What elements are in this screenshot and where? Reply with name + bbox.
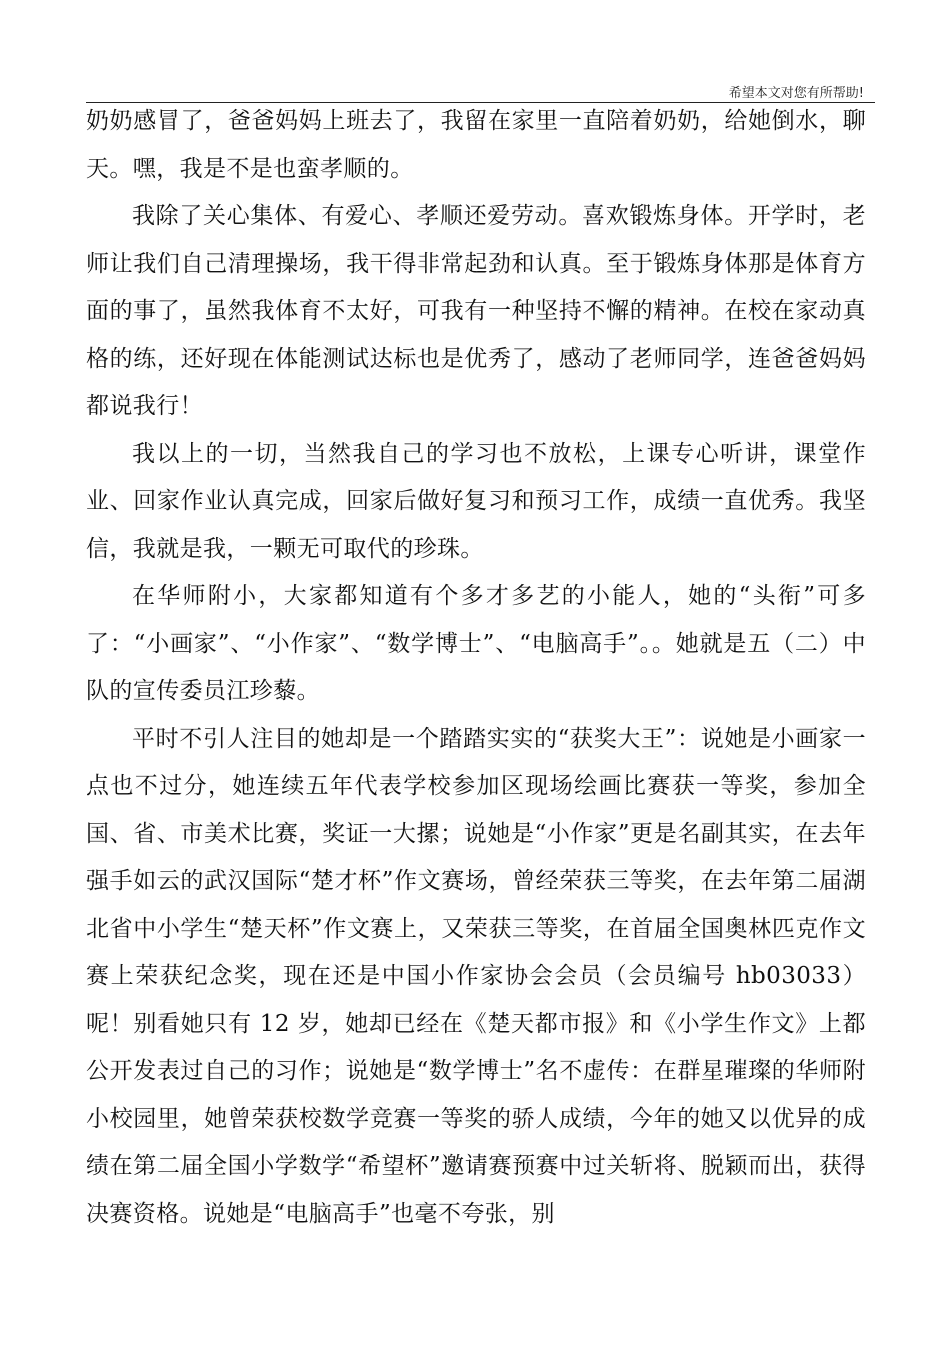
paragraph-1: 奶奶感冒了，爸爸妈妈上班去了，我留在家里一直陪着奶奶，给她倒水，聊天。嘿，我是不是也蛮孝顺的。 — [86, 108, 866, 182]
header-note: 希望本文对您有所帮助! — [728, 86, 864, 101]
paragraph-5: 平时不引人注目的她却是一个踏踏实实的“获奖大王”：说她是小画家一点也不过分，她连续五年代表学校参加区现场绘画比赛获一等奖，参加全国、省、市美术比赛，奖证一大摞；说她是“小作家”更是名副其实，在去年强手如云的武汉国际“楚才杯”作文赛场，曾经荣获三等奖，在去年第二届湖北省中小学生“楚天杯”作文赛上，又荣获三等奖，在首届全国奥林匹克作文赛上荣获纪念奖，现在还是中国小作家协会会员（会员编号 hb03033）呢！别看她只有 12 岁，她却已经在《楚天都市报》和《小学生作文》上都公开发表过自己的习作；说她是“数学博士”名不虚传：在群星璀璨的华师附小校园里，她曾荣获校数学竞赛一等奖的骄人成绩，今年的她又以优异的成绩在第二届全国小学数学“希望杯”邀请赛预赛中过关斩将、脱颖而出，获得决赛资格。说她是“电脑高手”也毫不夸张，别 — [86, 725, 866, 1227]
paragraph-4: 在华师附小，大家都知道有个多才多艺的小能人，她的“头衔”可多了：“小画家”、“小作家”、“数学博士”、“电脑高手”。。她就是五（二）中队的宣传委员江珍藜。 — [86, 583, 866, 704]
paragraph-3: 我以上的一切，当然我自己的学习也不放松，上课专心听讲，课堂作业、回家作业认真完成，回家后做好复习和预习工作，成绩一直优秀。我坚信，我就是我，一颗无可取代的珍珠。 — [86, 440, 866, 562]
document-body — [86, 98, 866, 1238]
paragraph-2: 我除了关心集体、有爱心、孝顺还爱劳动。喜欢锻炼身体。开学时，老师让我们自己清理操场，我干得非常起劲和认真。至于锻炼身体那是体育方面的事了，虽然我体育不太好，可我有一种坚持不懈的精神。在校在家动真格的练，还好现在体能测试达标也是优秀了，感动了老师同学，连爸爸妈妈都说我行！ — [86, 203, 866, 419]
